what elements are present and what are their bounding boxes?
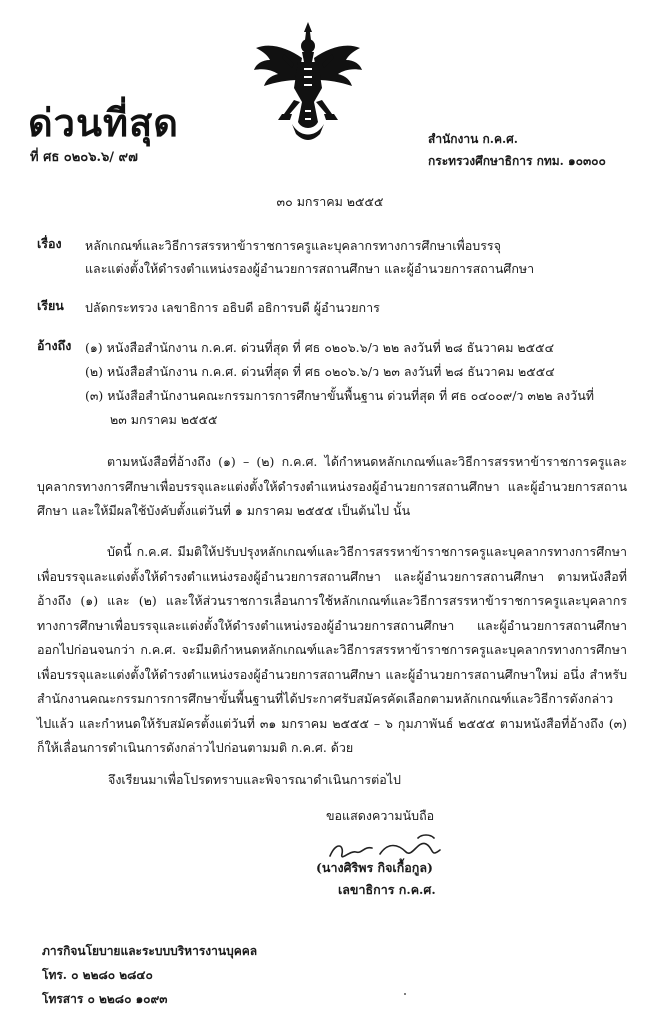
garuda-emblem-icon xyxy=(248,18,368,146)
subject-line-1: หลักเกณฑ์และวิธีการสรรหาข้าราชการครูและบุคลากรทางการศึกษาเพื่อบรรจุ xyxy=(85,238,501,253)
document-date: ๓๐ มกราคม ๒๕๕๕ xyxy=(276,194,384,209)
agency-block xyxy=(428,128,606,172)
body-paragraph-1: ตามหนังสือที่อ้างถึง (๑) – (๒) ก.ค.ศ. ได้กำหนดหลักเกณฑ์และวิธีการสรรหาข้าราชการครูและบุคลากรทางการศึกษาเพื่อบรรจุและแต่งตั้งให้ดำรงตำแหน่งรองผู้อำนวยการสถานศึกษา และผู้อำนวยการสถานศึกษา และให้มีผลใช้บังคับตั้งแต่วันที่ ๑ มกราคม ๒๕๕๕ เป็นต้นไป นั้น xyxy=(37,454,627,518)
closing-sentence: จึงเรียนมาเพื่อโปรดทราบและพิจารณาดำเนินการต่อไป xyxy=(108,772,401,787)
signatory-name: (นางศิริพร กิจเกื้อกูล) xyxy=(316,860,433,875)
footer-phone: โทร. ๐ ๒๒๘๐ ๒๘๔๐ xyxy=(42,968,153,982)
body-paragraph-2: บัดนี้ ก.ค.ศ. มีมติให้ปรับปรุงหลักเกณฑ์และวิธีการสรรหาข้าราชการครูและบุคลากรทางการศึกษาเพื่อบรรจุและแต่งตั้งให้ดำรงตำแหน่งรองผู้อำนวยการสถานศึกษา และผู้อำนวยการสถานศึกษา ตามหนังสือที่อ้างถึง (๑) และ (๒) และให้ส่วนราชการเลื่อนการใช้หลักเกณฑ์และวิธีการสรรหาข้าราชการครูและบุคลากรทางการศึกษาเพื่อบรรจุและแต่งตั้งให้ดำรงตำแหน่งรองผู้อำนวยการสถานศึกษา และผู้อำนวยการสถานศึกษาออกไปก่อนจนกว่า ก.ค.ศ. จะมีมติกำหนดหลักเกณฑ์และวิธีการสรรหาข้าราชการครูและบุคลากรทางการศึกษาเพื่อบรรจุและแต่งตั้งให้ดำรงตำแหน่งรองผู้อำนวยการสถานศึกษา และผู้อำนวยการสถานศึกษาใหม่ อนึ่ง สำหรับสำนักงานคณะกรรมการการศึกษาขั้นพื้นฐานที่ได้ประกาศรับสมัครคัดเลือกตามหลักเกณฑ์และวิธีการดังกล่าวไปแล้ว และกำหนดให้รับสมัครตั้งแต่วันที่ ๓๑ มกราคม ๒๕๕๕ – ๖ กุมภาพันธ์ ๒๕๕๕ ตามหนังสือที่อ้างถึง (๓) ก็ให้เลื่อนการดำเนินการดังกล่าวไปก่อนตามมติ ก.ค.ศ. ด้วย xyxy=(37,544,627,755)
urgent-label: ด่วนที่สุด xyxy=(28,100,179,145)
reference-item-3: (๓) หนังสือสำนักงานคณะกรรมการการศึกษาขั้นพื้นฐาน ด่วนที่สุด ที่ ศธ ๐๔๐๐๙/ว ๓๒๒ ลงวันที่ xyxy=(85,388,594,403)
recipient-label: เรียน xyxy=(37,298,64,313)
reference-label: อ้างถึง xyxy=(37,338,72,353)
footer-department: ภารกิจนโยบายและระบบบริหารงานบุคคล xyxy=(42,944,258,958)
reference-item-3-continued: ๒๓ มกราคม ๒๕๕๕ xyxy=(110,412,218,427)
subject-label: เรื่อง xyxy=(37,236,62,251)
document-number: ที่ ศธ ๐๒๐๖.๖/ ๙๗ xyxy=(30,150,138,165)
scan-speck xyxy=(404,993,406,995)
footer-fax: โทรสาร ๐ ๒๒๘๐ ๑๐๙๓ xyxy=(42,992,168,1006)
agency-address: กระทรวงศึกษาธิการ กทม. ๑๐๓๐๐ xyxy=(428,154,606,168)
agency-name: สำนักงาน ก.ค.ศ. xyxy=(428,132,518,146)
subject-line-2: และแต่งตั้งให้ดำรงตำแหน่งรองผู้อำนวยการสถานศึกษา และผู้อำนวยการสถานศึกษา xyxy=(85,261,535,276)
reference-item-1: (๑) หนังสือสำนักงาน ก.ค.ศ. ด่วนที่สุด ที่ ศธ ๐๒๐๖.๖/ว ๒๒ ลงวันที่ ๒๘ ธันวาคม ๒๕๕๔ xyxy=(85,340,555,355)
reference-item-2: (๒) หนังสือสำนักงาน ก.ค.ศ. ด่วนที่สุด ที่ ศธ ๐๒๐๖.๖/ว ๒๓ ลงวันที่ ๒๘ ธันวาคม ๒๕๕๔ xyxy=(85,364,555,379)
recipient-text: ปลัดกระทรวง เลขาธิการ อธิบดี อธิการบดี ผู้อำนวยการ xyxy=(85,300,380,315)
signatory-position: เลขาธิการ ก.ค.ศ. xyxy=(338,882,436,897)
regards-text: ขอแสดงความนับถือ xyxy=(326,808,435,823)
